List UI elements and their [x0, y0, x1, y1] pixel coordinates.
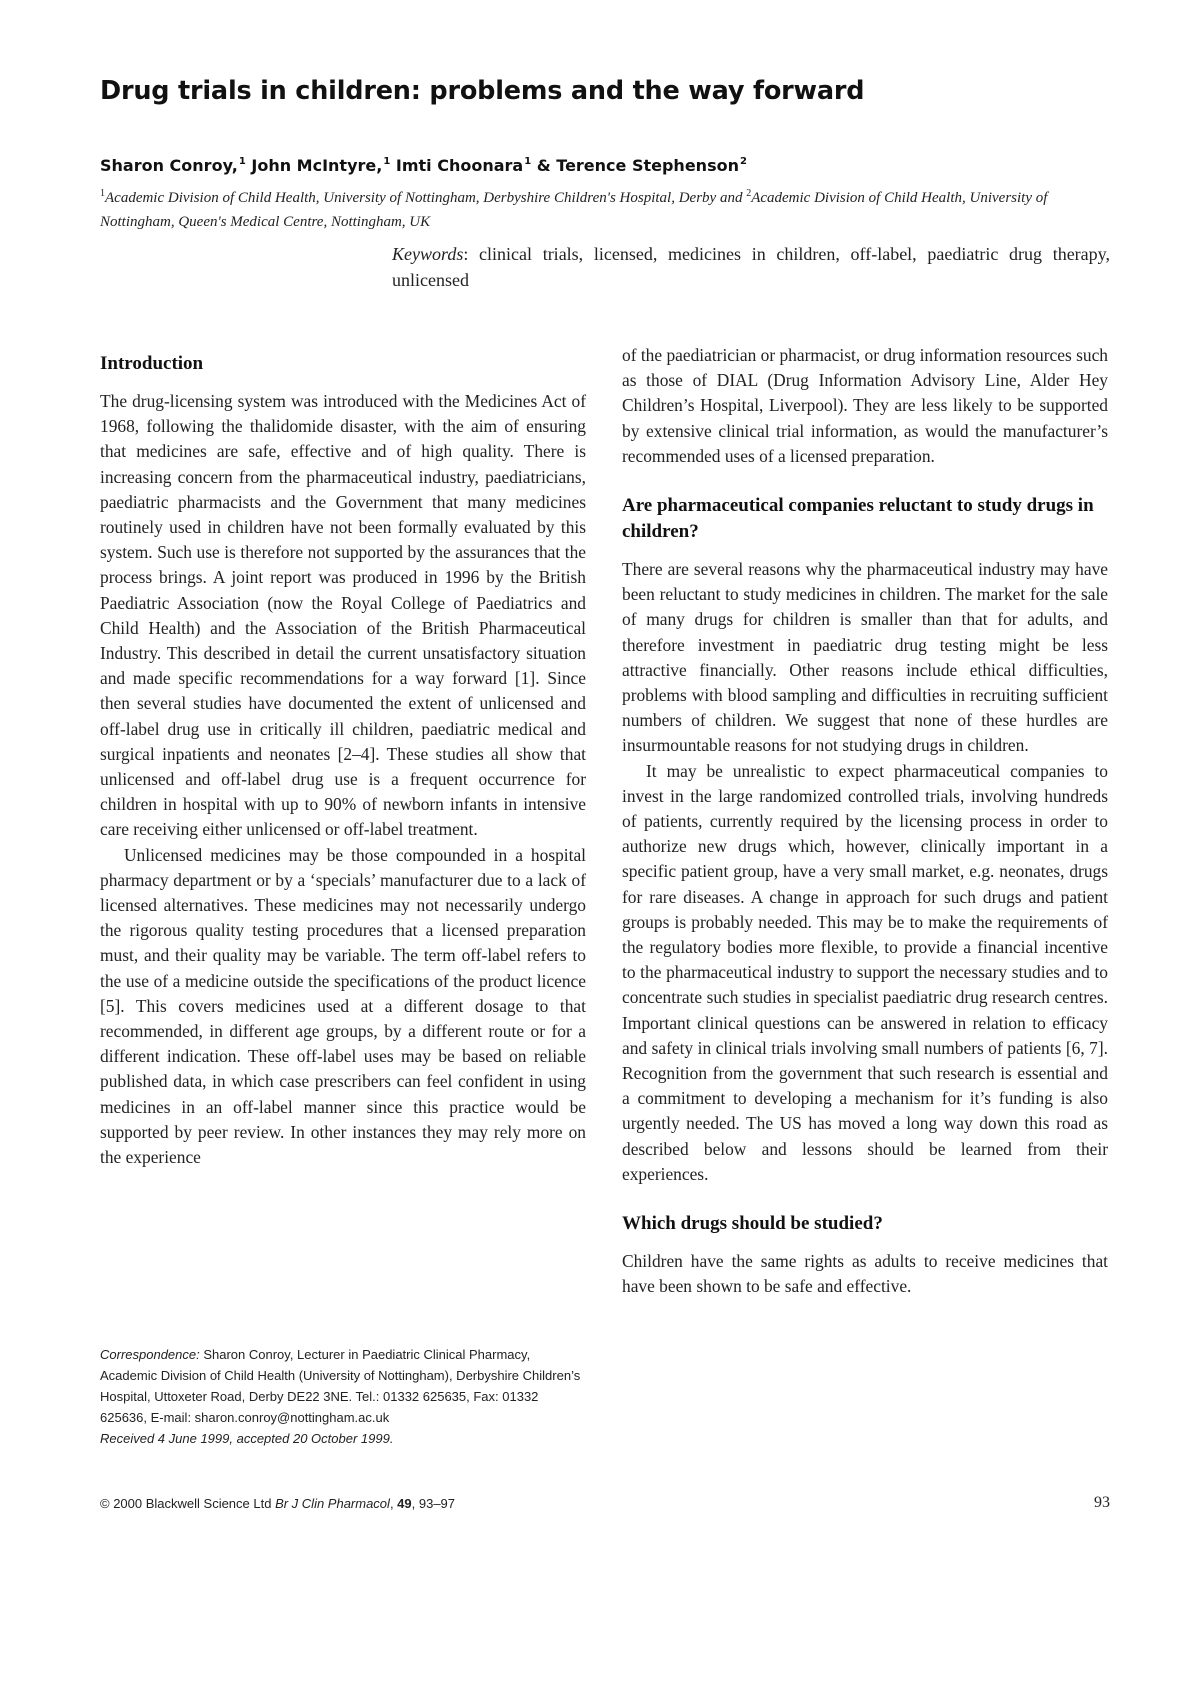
right-column [622, 343, 1108, 1300]
author-list [100, 156, 747, 175]
correspondence-address [100, 1344, 586, 1428]
body-paragraph: The drug-licensing system was introduced with the Medicines Act of 1968, following the thalidomide disaster, with the aim of ensuring that medicines are safe, effective and of high quality. There is increasing concern from the pharmaceutical industry, paediatricians, paediatric pharmacists and the Government that many medicines routinely used in children have not been formally evaluated by this system. Such use is therefore not supported by the assurances that the process brings. A joint report was produced in 1996 by the British Paediatric Association (now the Royal College of Paediatrics and Child Health) and the Association of the British Pharmaceutical Industry. This described in detail the current unsatisfactory situation and made specific recommendations for a way forward [1]. Since then several studies have documented the extent of unlicensed and off-label drug use in critically ill children, paediatric medical and surgical inpatients and neonates [2–4]. These studies all show that unlicensed and off-label drug use is a frequent occurrence for children in hospital with up to 90% of newborn infants in intensive care receiving either unlicensed or off-label treatment. [100, 391, 586, 840]
author-name: & Terence Stephenson [536, 156, 739, 175]
body-paragraph: of the paediatrician or pharmacist, or drug information resources such as those of DIAL (Drug Information Advisory Line, Alder Hey Children’s Hospital, Liverpool). They are less likely to be supported by extensive clinical trial information, as would the manufacturer’s recommended uses of a licensed preparation. [622, 345, 1108, 466]
section-heading-reluctance: Are pharmaceutical companies reluctant to study drugs in children? [622, 495, 1094, 543]
author-name: Sharon Conroy, [100, 156, 238, 175]
correspondence-note [100, 1344, 586, 1449]
article-title: Drug trials in children: problems and the way forward [100, 76, 865, 106]
correspondence-label: Correspondence: [100, 1347, 200, 1362]
keywords-label: Keywords [392, 244, 464, 264]
footer-citation [100, 1496, 455, 1511]
author-name: John McIntyre, [251, 156, 383, 175]
affiliation-mark: 2 [746, 188, 752, 199]
author-affiliation-mark: 1 [238, 156, 246, 167]
affiliation-text: Academic Division of Child Health, University of Nottingham, Derbyshire Children's Hospital, Derby and [105, 190, 747, 206]
keywords [392, 241, 1110, 293]
received-dates: Received 4 June 1999, accepted 20 October 1999. [100, 1431, 394, 1446]
journal-pages: , 93–97 [411, 1496, 456, 1511]
correspondence-text: Sharon Conroy, Lecturer in Paediatric Clinical Pharmacy, Academic Division of Child Health (University of Nottingham), Derbyshire Children’s Hospital, Uttoxeter Road, Derby DE22 3NE. Tel.: 01332 625635, Fax: 01332 625636, E-mail: sharon.conroy@nottingham.ac.uk [100, 1347, 581, 1425]
copyright-text: © 2000 Blackwell Science Ltd [100, 1496, 276, 1511]
affiliations [100, 182, 1110, 234]
body-paragraph: Unlicensed medicines may be those compounded in a hospital pharmacy department or by a ‘specials’ manufacturer due to a lack of licensed alternatives. These medicines may not necessarily undergo the rigorous quality testing procedures that a licensed preparation must, and their quality may be variable. The term off-label refers to the use of a medicine outside the specifications of the product licence [5]. This covers medicines used at a different dosage to that recommended, in different age groups, by a different route or for a different indication. These off-label uses may be based on reliable published data, in which case prescribers can feel confident in using medicines in an off-label manner since this practice would be supported by peer review. In other instances they may rely more on the experience [100, 844, 586, 1168]
affiliation-text: Academic Division of Child Health, University of Nottingham, Queen's Medical Centre, Nottingham, UK [100, 190, 1048, 230]
citation-separator: , [389, 1496, 398, 1511]
body-paragraph: Children have the same rights as adults to receive medicines that have been shown to be safe and effective. [622, 1251, 1108, 1297]
author-affiliation-mark: 2 [739, 156, 747, 167]
body-paragraph: It may be unrealistic to expect pharmaceutical companies to invest in the large randomized controlled trials, involving hundreds of patients, currently required by the licensing process in order to authorize new drugs which, however, clinically important in a specific patient group, have a very small market, e.g. neonates, drugs for rare diseases. A change in approach for such drugs and patient groups is probably needed. This may be to make the requirements of the regulatory bodies more flexible, to provide a financial incentive to the pharmaceutical industry to support the necessary studies and to concentrate such studies in specialist paediatric drug research centres. Important clinical questions can be answered in relation to efficacy and safety in clinical trials involving small numbers of patients [6, 7]. Recognition from the government that such research is essential and a commitment to developing a mechanism for it’s funding is also urgently needed. The US has moved a long way down this road as described below and lessons should be learned from their experiences. [622, 760, 1108, 1184]
author-affiliation-mark: 1 [383, 156, 391, 167]
page-number: 93 [1094, 1494, 1110, 1511]
keywords-text: : clinical trials, licensed, medicines in children, off-label, paediatric drug therapy, unlicensed [392, 244, 1110, 290]
journal-name: Br J Clin Pharmacol [275, 1496, 390, 1511]
section-heading-introduction: Introduction [100, 353, 204, 374]
affiliation-mark: 1 [100, 188, 105, 199]
author-name: Imti Choonara [395, 156, 524, 175]
journal-volume: 49 [397, 1496, 412, 1511]
body-paragraph: There are several reasons why the pharmaceutical industry may have been reluctant to study medicines in children. The market for the sale of many drugs for children is smaller than that for adults, and therefore investment in paediatric drug testing might be less attractive financially. Other reasons include ethical difficulties, problems with blood sampling and difficulties in recruiting sufficient numbers of children. We suggest that none of these hurdles are insurmountable reasons for not studying drugs in children. [622, 559, 1108, 756]
left-column [100, 343, 586, 1170]
author-affiliation-mark: 1 [524, 156, 532, 167]
section-heading-which-drugs: Which drugs should be studied? [622, 1213, 883, 1235]
